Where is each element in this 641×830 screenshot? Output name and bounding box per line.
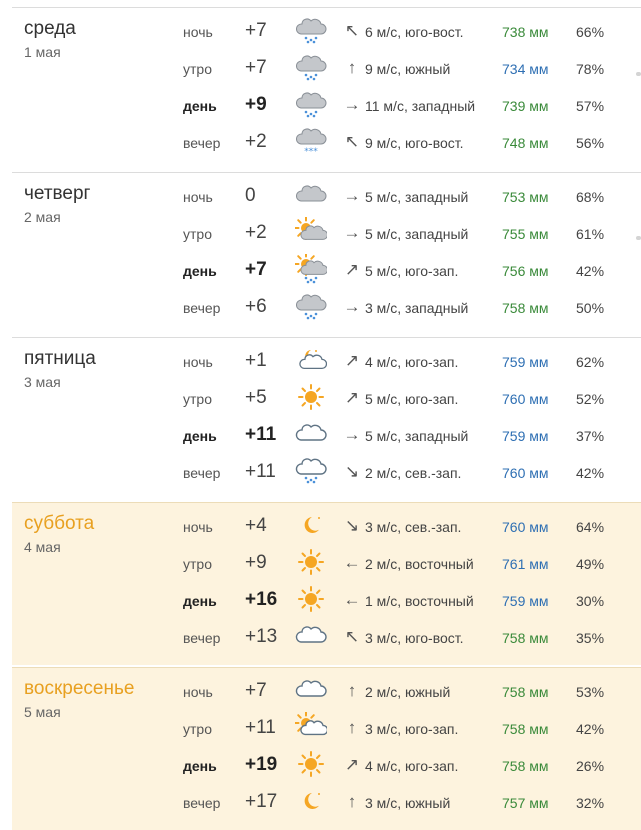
day-block	[12, 337, 641, 500]
day-date: 3 мая	[24, 374, 61, 390]
day-name: среда	[24, 18, 76, 39]
humidity-value: 62%	[576, 354, 605, 370]
wind-text: 3 м/с, сев.-зап.	[365, 519, 462, 535]
forecast-row	[12, 14, 641, 51]
sun-cloud-rain-icon	[295, 254, 327, 284]
time-of-day-label: вечер	[183, 465, 221, 481]
wind-direction-arrow-icon: ↖	[344, 21, 360, 40]
forecast-row	[12, 620, 641, 657]
time-of-day-label: день	[183, 98, 217, 114]
cloud-rain-icon	[295, 15, 327, 45]
time-of-day-label: утро	[183, 556, 212, 572]
wind-direction-arrow-icon: →	[343, 425, 361, 444]
clipped-edge-mark	[636, 236, 641, 240]
sun-icon	[295, 547, 327, 577]
temperature-value: +4	[245, 515, 267, 536]
temperature-value: +6	[245, 296, 267, 317]
wind-text: 5 м/с, юго-зап.	[365, 263, 459, 279]
moon-icon	[295, 786, 327, 816]
humidity-value: 78%	[576, 61, 605, 77]
day-date: 5 мая	[24, 704, 61, 720]
day-name: пятница	[24, 348, 96, 369]
forecast-row	[12, 674, 641, 711]
pressure-value: 753 мм	[502, 189, 549, 205]
day-name: воскресенье	[24, 678, 135, 699]
forecast-row	[12, 290, 641, 327]
temperature-value: +7	[245, 680, 267, 701]
wind-text: 3 м/с, южный	[365, 795, 451, 811]
humidity-value: 26%	[576, 758, 605, 774]
forecast-row	[12, 583, 641, 620]
wind-direction-arrow-icon: ↗	[344, 388, 360, 407]
pressure-value: 758 мм	[502, 300, 549, 316]
time-of-day-label: день	[183, 263, 217, 279]
sun-icon	[295, 382, 327, 412]
pressure-value: 758 мм	[502, 684, 549, 700]
cloud-outline-icon	[295, 675, 327, 705]
wind-direction-arrow-icon: ↗	[344, 260, 360, 279]
time-of-day-label: ночь	[183, 189, 213, 205]
humidity-value: 42%	[576, 263, 605, 279]
pressure-value: 748 мм	[502, 135, 549, 151]
wind-direction-arrow-icon: →	[343, 297, 361, 316]
humidity-value: 42%	[576, 465, 605, 481]
pressure-value: 759 мм	[502, 354, 549, 370]
forecast-row	[12, 253, 641, 290]
time-of-day-label: ночь	[183, 24, 213, 40]
day-name: суббота	[24, 513, 95, 534]
time-of-day-label: день	[183, 593, 217, 609]
pressure-value: 758 мм	[502, 630, 549, 646]
humidity-value: 53%	[576, 684, 605, 700]
pressure-value: 760 мм	[502, 391, 549, 407]
humidity-value: 37%	[576, 428, 605, 444]
cloud-snow-icon	[295, 126, 327, 156]
day-block	[12, 502, 641, 665]
humidity-value: 30%	[576, 593, 605, 609]
humidity-value: 32%	[576, 795, 605, 811]
pressure-value: 759 мм	[502, 428, 549, 444]
forecast-row	[12, 455, 641, 492]
wind-text: 4 м/с, юго-зап.	[365, 354, 459, 370]
pressure-value: 738 мм	[502, 24, 549, 40]
temperature-value: +1	[245, 350, 267, 371]
wind-text: 2 м/с, южный	[365, 684, 451, 700]
temperature-value: +9	[245, 94, 267, 115]
humidity-value: 52%	[576, 391, 605, 407]
day-date: 2 мая	[24, 209, 61, 225]
wind-text: 3 м/с, юго-зап.	[365, 721, 459, 737]
wind-text: 6 м/с, юго-вост.	[365, 24, 464, 40]
cloud-icon	[295, 180, 327, 210]
forecast-row	[12, 179, 641, 216]
temperature-value: +7	[245, 57, 267, 78]
cloud-rain-icon	[295, 291, 327, 321]
wind-text: 3 м/с, юго-вост.	[365, 630, 464, 646]
wind-text: 5 м/с, западный	[365, 226, 469, 242]
humidity-value: 35%	[576, 630, 605, 646]
forecast-row	[12, 418, 641, 455]
humidity-value: 66%	[576, 24, 605, 40]
wind-direction-arrow-icon: →	[343, 223, 361, 242]
day-date: 4 мая	[24, 539, 61, 555]
wind-text: 5 м/с, юго-зап.	[365, 391, 459, 407]
temperature-value: +11	[245, 461, 276, 482]
forecast-row	[12, 711, 641, 748]
pressure-value: 739 мм	[502, 98, 549, 114]
wind-direction-arrow-icon: ↘	[344, 462, 360, 481]
pressure-value: 759 мм	[502, 593, 549, 609]
forecast-row	[12, 51, 641, 88]
wind-direction-arrow-icon: ↑	[347, 792, 357, 811]
wind-text: 1 м/с, восточный	[365, 593, 474, 609]
time-of-day-label: ночь	[183, 684, 213, 700]
wind-direction-arrow-icon: ↖	[344, 627, 360, 646]
pressure-value: 758 мм	[502, 721, 549, 737]
temperature-value: +5	[245, 387, 267, 408]
time-of-day-label: день	[183, 758, 217, 774]
temperature-value: +11	[245, 424, 277, 445]
day-block	[12, 7, 641, 170]
humidity-value: 50%	[576, 300, 605, 316]
humidity-value: 68%	[576, 189, 605, 205]
pressure-value: 760 мм	[502, 519, 549, 535]
cloud-outline-rain-icon	[295, 456, 327, 486]
forecast-row	[12, 509, 641, 546]
wind-direction-arrow-icon: ↑	[347, 718, 357, 737]
svg-text:***: ***	[304, 147, 318, 156]
pressure-value: 760 мм	[502, 465, 549, 481]
wind-direction-arrow-icon: ↖	[344, 132, 360, 151]
wind-direction-arrow-icon: ↑	[347, 58, 357, 77]
forecast-row	[12, 216, 641, 253]
temperature-value: +16	[245, 589, 278, 610]
forecast-row	[12, 344, 641, 381]
pressure-value: 757 мм	[502, 795, 549, 811]
temperature-value: +7	[245, 20, 267, 41]
cloud-rain-icon	[295, 52, 327, 82]
wind-text: 2 м/с, сев.-зап.	[365, 465, 462, 481]
temperature-value: +19	[245, 754, 278, 775]
wind-direction-arrow-icon: ↗	[344, 755, 360, 774]
temperature-value: +2	[245, 222, 267, 243]
wind-text: 2 м/с, восточный	[365, 556, 474, 572]
sun-icon	[295, 584, 327, 614]
forecast-row	[12, 381, 641, 418]
day-date: 1 мая	[24, 44, 61, 60]
sun-cloud-icon	[295, 217, 327, 247]
time-of-day-label: вечер	[183, 300, 221, 316]
wind-text: 3 м/с, западный	[365, 300, 469, 316]
temperature-value: 0	[245, 185, 256, 206]
wind-direction-arrow-icon: ↑	[347, 681, 357, 700]
time-of-day-label: утро	[183, 391, 212, 407]
time-of-day-label: утро	[183, 61, 212, 77]
wind-text: 11 м/с, западный	[365, 98, 476, 114]
humidity-value: 49%	[576, 556, 605, 572]
humidity-value: 64%	[576, 519, 605, 535]
forecast-row	[12, 88, 641, 125]
cloud-outline-icon	[295, 621, 327, 651]
wind-direction-arrow-icon: ←	[343, 553, 361, 572]
time-of-day-label: день	[183, 428, 217, 444]
time-of-day-label: утро	[183, 721, 212, 737]
day-block	[12, 172, 641, 335]
wind-text: 9 м/с, юго-вост.	[365, 135, 464, 151]
time-of-day-label: вечер	[183, 795, 221, 811]
wind-text: 9 м/с, южный	[365, 61, 451, 77]
temperature-value: +9	[245, 552, 267, 573]
cloud-outline-icon	[295, 419, 327, 449]
temperature-value: +13	[245, 626, 278, 647]
humidity-value: 56%	[576, 135, 605, 151]
pressure-value: 756 мм	[502, 263, 549, 279]
temperature-value: +7	[245, 259, 267, 280]
temperature-value: +11	[245, 717, 276, 738]
clipped-edge-mark	[636, 72, 641, 76]
wind-direction-arrow-icon: ↗	[344, 351, 360, 370]
sun-cloud-outline-icon	[295, 712, 327, 742]
cloud-rain-icon	[295, 89, 327, 119]
forecast-row	[12, 125, 641, 162]
wind-text: 5 м/с, западный	[365, 428, 469, 444]
time-of-day-label: ночь	[183, 354, 213, 370]
moon-cloud-icon	[295, 345, 327, 375]
wind-direction-arrow-icon: →	[343, 95, 361, 114]
day-block	[12, 667, 641, 830]
humidity-value: 61%	[576, 226, 605, 242]
moon-icon	[295, 510, 327, 540]
temperature-value: +2	[245, 131, 267, 152]
day-name: четверг	[24, 183, 91, 204]
wind-text: 4 м/с, юго-зап.	[365, 758, 459, 774]
wind-direction-arrow-icon: ↘	[344, 516, 360, 535]
forecast-row	[12, 546, 641, 583]
time-of-day-label: вечер	[183, 630, 221, 646]
wind-direction-arrow-icon: ←	[343, 590, 361, 609]
pressure-value: 758 мм	[502, 758, 549, 774]
time-of-day-label: утро	[183, 226, 212, 242]
humidity-value: 57%	[576, 98, 605, 114]
pressure-value: 761 мм	[502, 556, 549, 572]
pressure-value: 734 мм	[502, 61, 549, 77]
forecast-row	[12, 748, 641, 785]
sun-icon	[295, 749, 327, 779]
forecast-row	[12, 785, 641, 822]
wind-direction-arrow-icon: →	[343, 186, 361, 205]
wind-text: 5 м/с, западный	[365, 189, 469, 205]
time-of-day-label: ночь	[183, 519, 213, 535]
humidity-value: 42%	[576, 721, 605, 737]
temperature-value: +17	[245, 791, 278, 812]
time-of-day-label: вечер	[183, 135, 221, 151]
pressure-value: 755 мм	[502, 226, 549, 242]
